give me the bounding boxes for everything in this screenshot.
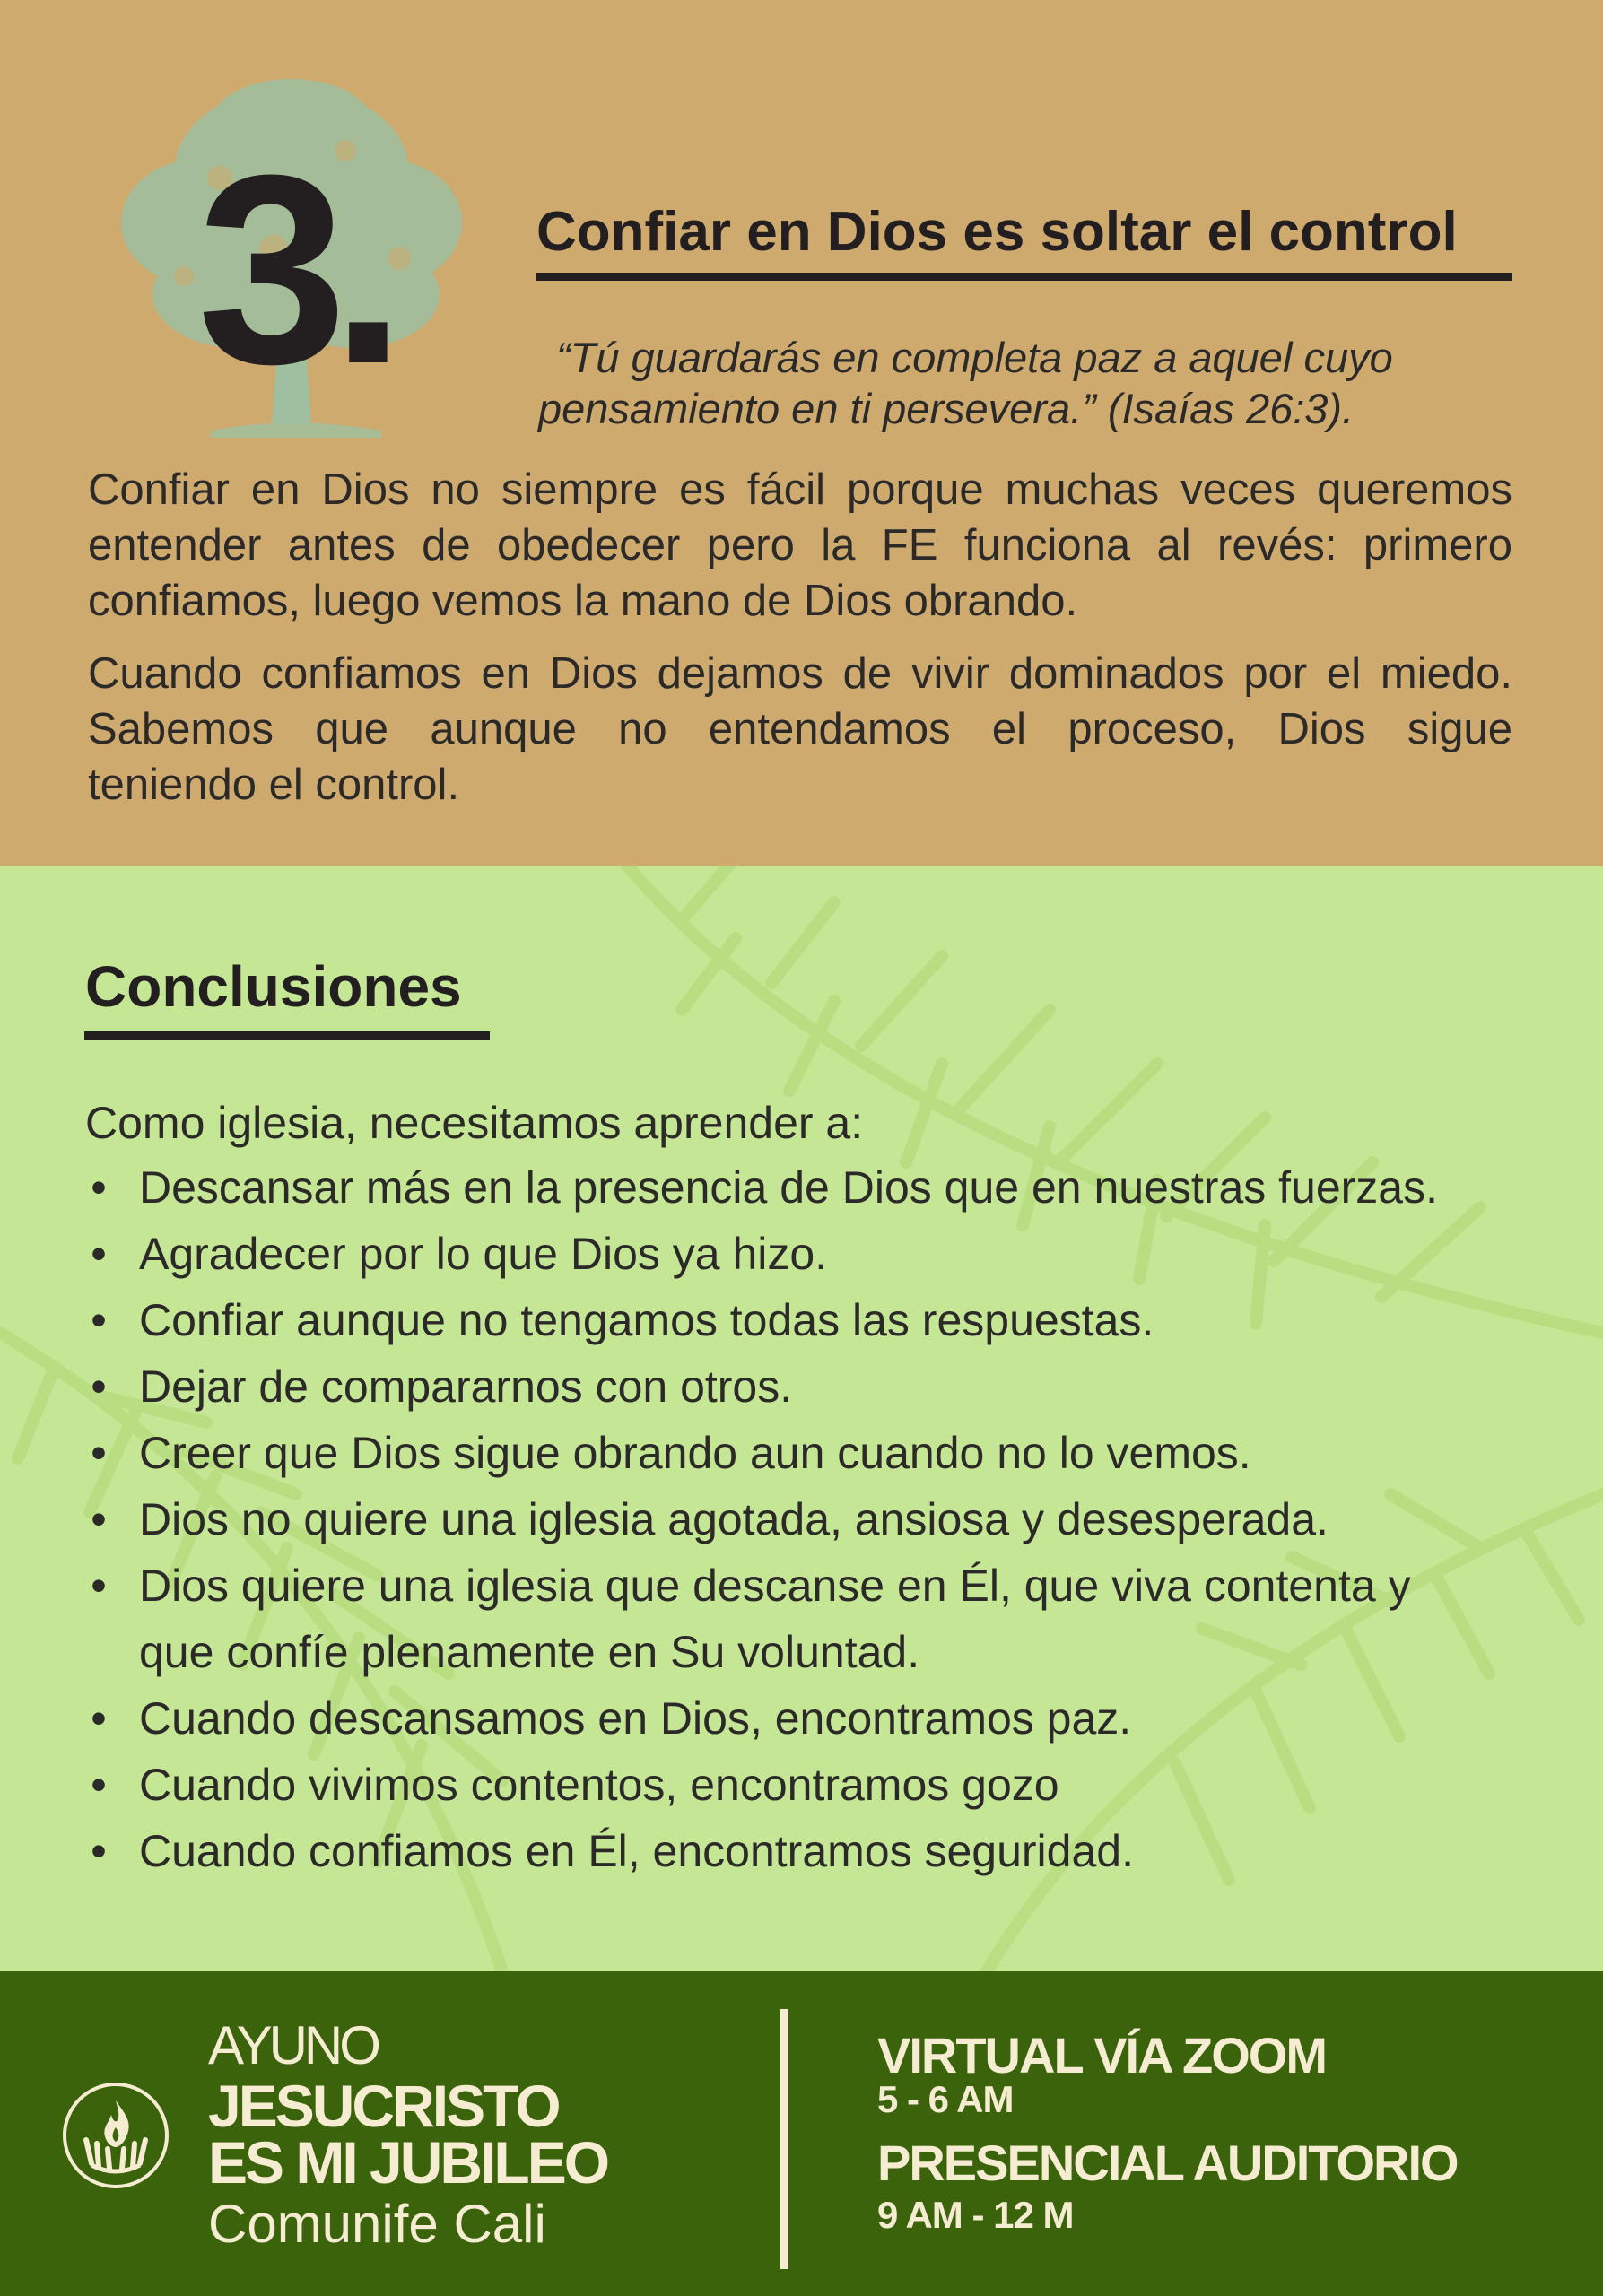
list-item-text: Agradecer por lo que Dios ya hizo.: [139, 1229, 828, 1279]
paragraph-1: [88, 462, 1512, 629]
list-item: [85, 1353, 1556, 1420]
point-number: 3.: [197, 118, 390, 420]
event-presencial-label: PRESENCIAL AUDITORIO: [877, 2135, 1458, 2191]
paragraph-2: [88, 646, 1512, 813]
paragraph-line: entender antes de obedecer pero la FE funciona al revés: primero: [88, 521, 1512, 570]
list-item-text: Cuando descansamos en Dios, encontramos paz.: [139, 1693, 1132, 1744]
bullet-icon: •: [91, 1229, 107, 1279]
list-item-text: Dios no quiere una iglesia agotada, ansiosa y desesperada.: [139, 1494, 1329, 1544]
point-title: Confiar en Dios es soltar el control: [536, 201, 1458, 263]
list-item-text: Cuando confiamos en Él, encontramos seguridad.: [139, 1826, 1134, 1876]
bullet-icon: •: [91, 1428, 107, 1478]
quote-line: pensamiento en ti persevera.” (Isaías 26:3).: [538, 385, 1355, 432]
list-item-text: que confíe plenamente en Su voluntad.: [139, 1627, 920, 1677]
quote-line: “Tú guardarás en completa paz a aquel cuyo: [556, 334, 1393, 381]
brand-line-jubileo: ES MI JUBILEO: [208, 2129, 608, 2196]
paragraph-line: Cuando confiamos en Dios dejamos de vivir dominados por el miedo.: [88, 649, 1512, 698]
event-presencial-time: 9 AM - 12 M: [877, 2194, 1074, 2236]
conclusions-list: [85, 1154, 1556, 1884]
list-item-text: Creer que Dios sigue obrando aun cuando no lo vemos.: [139, 1428, 1251, 1478]
bullet-icon: •: [91, 1693, 107, 1744]
event-virtual-time: 5 - 6 AM: [877, 2078, 1014, 2120]
list-item: [85, 1154, 1556, 1221]
paragraph-line: confiamos, luego vemos la mano de Dios obrando.: [88, 577, 1078, 625]
bullet-icon: •: [91, 1561, 107, 1611]
paragraph-line: teniendo el control.: [88, 761, 460, 809]
footer-divider: [780, 2009, 788, 2269]
list-item-text: Descansar más en la presencia de Dios que en nuestras fuerzas.: [139, 1162, 1438, 1213]
brand-line-church: Comunife Cali: [208, 2194, 546, 2254]
flame-hands-logo-icon: [61, 2081, 170, 2190]
list-item: [85, 1287, 1556, 1353]
bullet-icon: •: [91, 1162, 107, 1213]
bullet-icon: •: [91, 1826, 107, 1876]
list-item: [85, 1486, 1556, 1552]
conclusions-underline: [84, 1031, 490, 1040]
brand-line-jesucristo: JESUCRISTO: [208, 2073, 559, 2139]
list-item-text: Cuando vivimos contentos, encontramos gozo: [139, 1760, 1059, 1810]
event-virtual-label: VIRTUAL VÍA ZOOM: [877, 2027, 1326, 2083]
bullet-icon: •: [91, 1494, 107, 1544]
list-item: [85, 1685, 1556, 1752]
list-item: [85, 1818, 1556, 1884]
paragraph-line: Sabemos que aunque no entendamos el proceso, Dios sigue: [88, 705, 1512, 753]
conclusions-title: Conclusiones: [85, 954, 462, 1019]
bible-quote: [538, 332, 1525, 434]
list-item-text: Dejar de compararnos con otros.: [139, 1361, 793, 1412]
paragraph-line: Confiar en Dios no siempre es fácil porque muchas veces queremos: [88, 465, 1512, 514]
list-item: [85, 1552, 1556, 1685]
list-item: [85, 1420, 1556, 1486]
list-item: [85, 1752, 1556, 1818]
conclusions-intro: Como iglesia, necesitamos aprender a:: [85, 1098, 864, 1148]
bullet-icon: •: [91, 1361, 107, 1412]
list-item-text: Confiar aunque no tengamos todas las respuestas.: [139, 1295, 1154, 1345]
bullet-icon: •: [91, 1295, 107, 1345]
list-item-text: Dios quiere una iglesia que descanse en Él, que viva contenta y: [139, 1561, 1411, 1611]
list-item: [85, 1221, 1556, 1287]
bullet-icon: •: [91, 1760, 107, 1810]
brand-line-ayuno: AYUNO: [208, 2015, 378, 2075]
title-underline: [536, 273, 1512, 281]
